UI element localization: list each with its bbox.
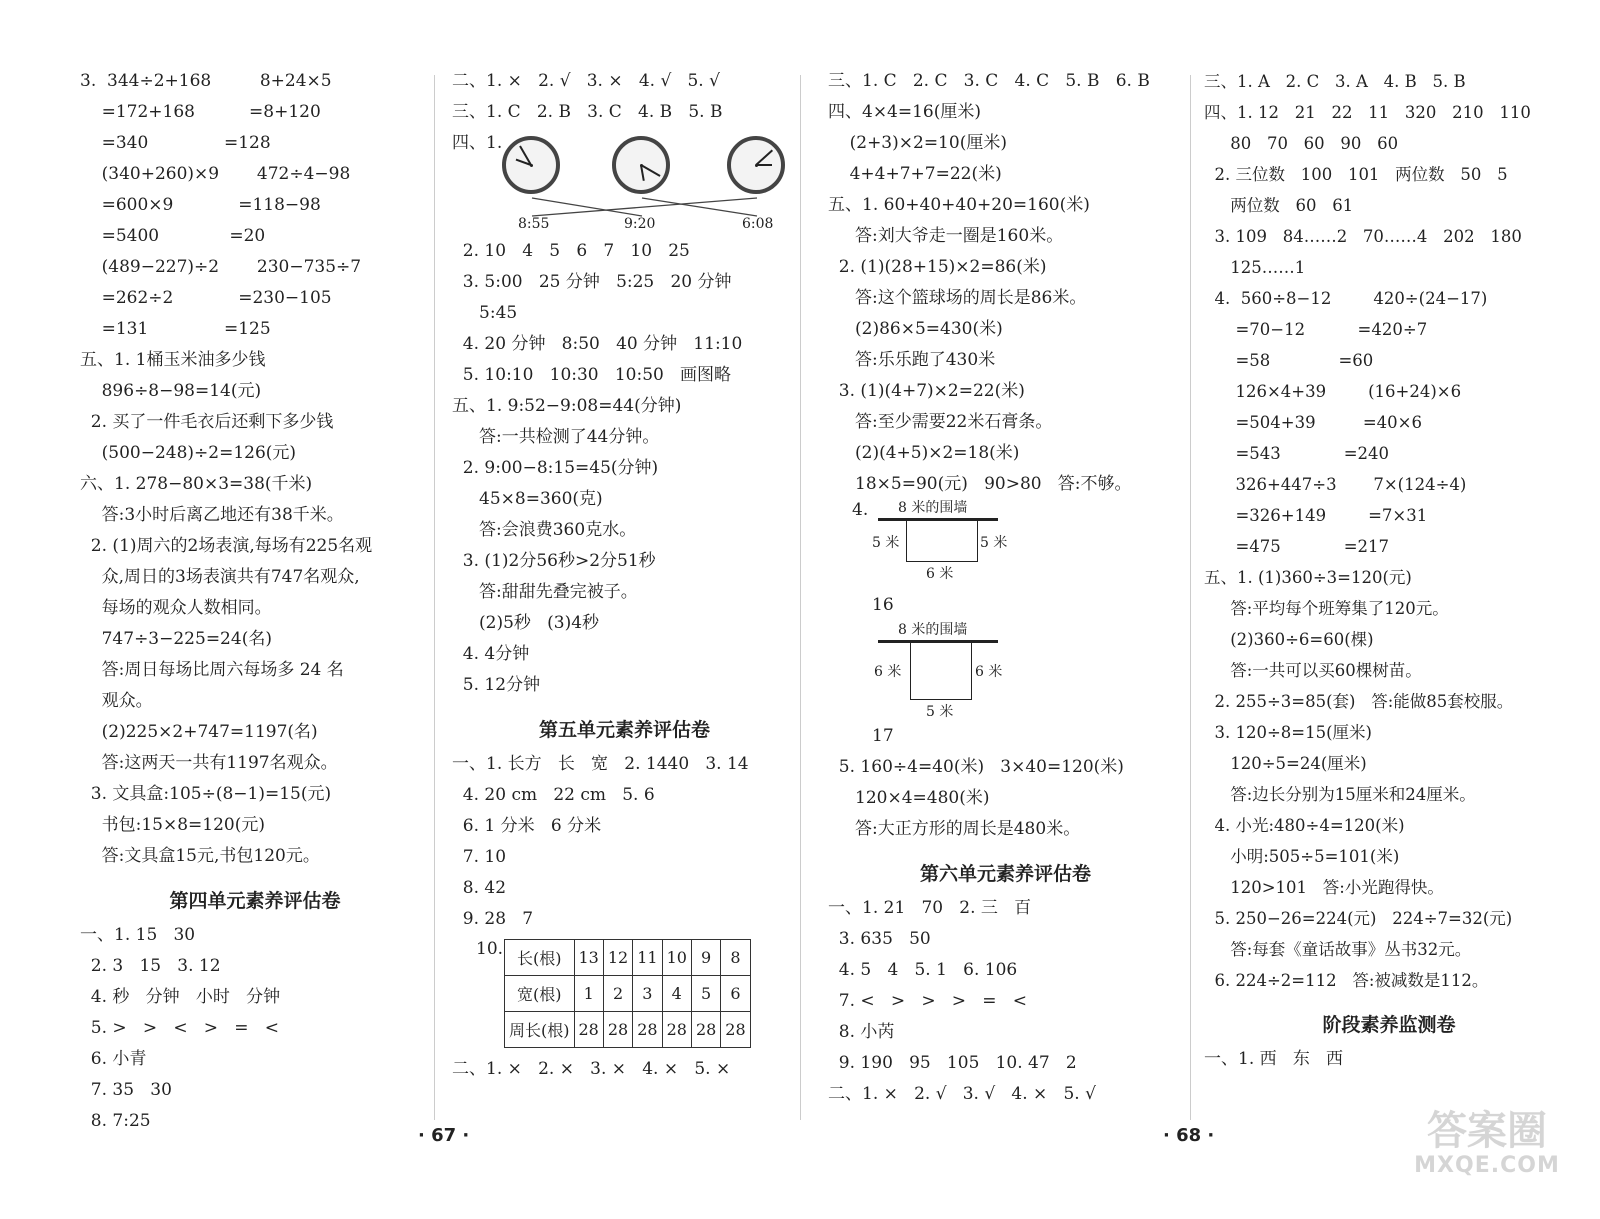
answer-line: 896÷8−98=14(元): [80, 381, 262, 401]
answer-line: 326+447÷3 7×(124÷4): [1204, 475, 1467, 494]
question-label: 10.: [476, 939, 504, 959]
answer-line: 观众。: [80, 691, 153, 711]
answer-line: 747÷3−225=24(名): [80, 629, 272, 649]
answer-line: (2)225×2+747=1197(名): [80, 722, 318, 742]
answer-line: 三、1. C 2. B 3. C 4. B 5. B: [452, 102, 723, 122]
answer-line: 三、1. A 2. C 3. A 4. B 5. B: [1204, 72, 1466, 91]
answer-line: 两位数 60 61: [1204, 196, 1354, 215]
column-2: [452, 66, 797, 1085]
answer-line: 3. 文具盒:105÷(8−1)=15(元): [80, 784, 332, 804]
answer-line: =326+149 =7×31: [1204, 506, 1428, 525]
answer-line: 5. 160÷4=40(米) 3×40=120(米): [828, 757, 1124, 777]
question-label: 4.: [852, 500, 869, 520]
wall-label: 8 米的围墙: [898, 500, 968, 516]
answer-line: 16: [872, 595, 894, 615]
table-cell: 28: [721, 1012, 750, 1048]
answer-line: =543 =240: [1204, 444, 1390, 463]
answer-line: 4. 560÷8−12 420÷(24−17): [1204, 289, 1488, 308]
answer-line: 3. 5:00 25 分钟 5:25 20 分钟: [452, 272, 732, 292]
table-cell: 28: [691, 1012, 720, 1048]
watermark-logo: [1402, 1109, 1572, 1189]
answer-line: 答:会浪费360克水。: [452, 520, 637, 540]
table-cell: 10: [662, 940, 691, 976]
wall-label: 8 米的围墙: [898, 622, 968, 638]
answer-line: 5. > > < > = <: [80, 1018, 279, 1038]
answer-line: 答:这个篮球场的周长是86米。: [828, 288, 1087, 308]
side-label: 6 米: [975, 664, 1003, 680]
answer-line: 二、1. × 2. × 3. × 4. × 5. ×: [452, 1059, 731, 1079]
answer-line: 五、1. 1桶玉米油多少钱: [80, 350, 266, 370]
table-cell: 28: [603, 1012, 632, 1048]
answer-line: (2)5秒 (3)4秒: [452, 613, 600, 633]
answer-line: =262÷2 =230−105: [80, 288, 332, 308]
table-cell: 宽(根): [505, 976, 575, 1012]
answer-line: 答:3小时后离乙地还有38千米。: [80, 505, 344, 525]
answer-line: =340 =128: [80, 133, 271, 153]
answer-line: (2)(4+5)×2=18(米): [828, 443, 1020, 463]
clock-matching: [452, 128, 797, 236]
table-cell: 5: [691, 976, 720, 1012]
answer-line: 4. 4分钟: [452, 644, 530, 664]
answer-line: 2. 三位数 100 101 两位数 50 5: [1204, 165, 1508, 184]
answer-line: 126×4+39 (16+24)×6: [1204, 382, 1462, 401]
side-label: 6 米: [926, 566, 954, 582]
answer-line: 120×4=480(米): [828, 788, 990, 808]
column-divider: [434, 75, 435, 1120]
answer-line: 4. 秒 分钟 小时 分钟: [80, 987, 281, 1007]
watermark-url: MXQE.COM: [1414, 1153, 1560, 1178]
section-title: 第五单元素养评估卷: [538, 719, 710, 741]
answer-list: [828, 893, 1183, 1110]
answer-line: 2. (1)周六的2场表演,每场有225名观: [80, 536, 373, 556]
answer-line: (2+3)×2=10(厘米): [828, 133, 1007, 153]
page-number: · 67 ·: [418, 1125, 470, 1146]
page-number: · 68 ·: [1163, 1125, 1215, 1146]
answer-line: 答:大正方形的周长是480米。: [828, 819, 1081, 839]
answer-line: 答:这两天一共有1197名观众。: [80, 753, 338, 773]
column-divider: [800, 75, 801, 1120]
answer-line: 答:平均每个班筹集了120元。: [1204, 599, 1449, 618]
perimeter-table-block: [452, 939, 797, 1048]
answer-list: [80, 66, 430, 872]
answer-list: [452, 749, 797, 935]
answer-line: 答:一共可以买60棵树苗。: [1204, 661, 1422, 680]
answer-line: 5. 10:10 10:30 10:50 画图略: [452, 365, 732, 385]
column-divider: [1190, 75, 1191, 1120]
answer-line: 4+4+7+7=22(米): [828, 164, 1002, 184]
answer-line: 答:每套《童话故事》丛书32元。: [1204, 940, 1472, 959]
column-1: [80, 66, 430, 1137]
answer-line: 8. 42: [452, 878, 507, 898]
answer-line: 2. 9:00−8:15=45(分钟): [452, 458, 659, 478]
answer-line: 答:甜甜先叠完被子。: [452, 582, 638, 602]
table-cell: 4: [662, 976, 691, 1012]
answer-line: 5. 250−26=224(元) 224÷7=32(元): [1204, 909, 1513, 928]
answer-line: (340+260)×9 472÷4−98: [80, 164, 351, 184]
table-cell: 13: [574, 940, 603, 976]
answer-line: 17: [872, 726, 894, 746]
answer-line: 五、1. (1)360÷3=120(元): [1204, 568, 1412, 587]
answer-line: 3. 120÷8=15(厘米): [1204, 723, 1372, 742]
answer-line: 三、1. C 2. C 3. C 4. C 5. B 6. B: [828, 71, 1150, 91]
table-row: [505, 940, 751, 976]
answer-line: 小明:505÷5=101(米): [1204, 847, 1400, 866]
answer-line: 3. 109 84……2 70……4 202 180: [1204, 227, 1522, 246]
table-cell: 28: [633, 1012, 662, 1048]
fence-figure: [828, 621, 1183, 721]
answer-line: 2. 买了一件毛衣后还剩下多少钱: [80, 412, 334, 432]
table-cell: 9: [691, 940, 720, 976]
answer-line: =504+39 =40×6: [1204, 413, 1422, 432]
table-row: [505, 1012, 751, 1048]
section-title: 第四单元素养评估卷: [169, 890, 341, 912]
answer-line: 8. 小芮: [828, 1022, 895, 1042]
answer-line: 答:边长分别为15厘米和24厘米。: [1204, 785, 1476, 804]
answer-line: 答:周日每场比周六每场多 24 名: [80, 660, 344, 680]
answer-line: =600×9 =118−98: [80, 195, 321, 215]
answer-line: 3. (1)(4+7)×2=22(米): [828, 381, 1025, 401]
answer-line: 答:文具盒15元,书包120元。: [80, 846, 320, 866]
answer-line: =70−12 =420÷7: [1204, 320, 1428, 339]
answer-line: 众,周日的3场表演共有747名观众,: [80, 567, 360, 587]
answer-line: =172+168 =8+120: [80, 102, 321, 122]
answer-line: 7. < > > > = <: [828, 991, 1027, 1011]
table-cell: 长(根): [505, 940, 575, 976]
answer-line: 答:刘大爷走一圈是160米。: [828, 226, 1064, 246]
answer-line: 一、1. 15 30: [80, 925, 196, 945]
answer-line: 答:一共检测了44分钟。: [452, 427, 660, 447]
answer-line: 45×8=360(克): [452, 489, 603, 509]
answer-line: 一、1. 21 70 2. 三 百: [828, 898, 1032, 918]
table-cell: 28: [662, 1012, 691, 1048]
answer-line: 5:45: [452, 303, 518, 323]
section-title: 阶段素养监测卷: [1322, 1014, 1456, 1036]
answer-list: [828, 66, 1183, 500]
fence-figure: [828, 500, 1183, 590]
answer-list: [1204, 66, 1574, 996]
answer-line: 9. 190 95 105 10. 47 2: [828, 1053, 1077, 1073]
answer-line: 120>101 答:小光跑得快。: [1204, 878, 1444, 897]
table-row: [505, 976, 751, 1012]
answer-line: 125……1: [1204, 258, 1306, 277]
table-cell: 28: [574, 1012, 603, 1048]
answer-line: (2)360÷6=60(棵): [1204, 630, 1374, 649]
table-cell: 1: [574, 976, 603, 1012]
answer-line: 6. 224÷2=112 答:被减数是112。: [1204, 971, 1489, 990]
answer-line: 7. 10: [452, 847, 507, 867]
time-label: 8:55: [518, 216, 550, 232]
answer-line: 四、4×4=16(厘米): [828, 102, 982, 122]
side-label: 5 米: [872, 535, 900, 551]
answer-line: 4. 20 分钟 8:50 40 分钟 11:10: [452, 334, 743, 354]
watermark-text: 答案圈: [1427, 1108, 1547, 1154]
answer-line: =5400 =20: [80, 226, 266, 246]
answer-line: (489−227)÷2 230−735÷7: [80, 257, 362, 277]
table-cell: 2: [603, 976, 632, 1012]
answer-line: 120÷5=24(厘米): [1204, 754, 1367, 773]
answer-line: 6. 1 分米 6 分米: [452, 816, 602, 836]
answer-line: 六、1. 278−80×3=38(千米): [80, 474, 313, 494]
answer-line: 3. 635 50: [828, 929, 931, 949]
time-label: 6:08: [742, 216, 774, 232]
answer-line: 7. 35 30: [80, 1080, 172, 1100]
answer-line: (2)86×5=430(米): [828, 319, 1003, 339]
table-cell: 6: [721, 976, 750, 1012]
answer-line: 五、1. 9:52−9:08=44(分钟): [452, 396, 682, 416]
column-3: [828, 66, 1183, 1110]
side-label: 5 米: [980, 535, 1008, 551]
answer-line: 2. (1)(28+15)×2=86(米): [828, 257, 1047, 277]
answer-line: 4. 20 cm 22 cm 5. 6: [452, 785, 655, 805]
answer-line: 2. 3 15 3. 12: [80, 956, 221, 976]
answer-line: 四、1. 12 21 22 11 320 210 110: [1204, 103, 1531, 122]
answer-list: [80, 920, 430, 1137]
answer-line: 80 70 60 90 60: [1204, 134, 1399, 153]
answer-line: 6. 小青: [80, 1049, 147, 1069]
answer-line: 4. 小光:480÷4=120(米): [1204, 816, 1405, 835]
answer-line: 二、1. × 2. √ 3. √ 4. × 5. √: [828, 1084, 1096, 1104]
perimeter-table: [504, 939, 751, 1048]
column-4: [1204, 66, 1574, 1075]
answer-line: =475 =217: [1204, 537, 1390, 556]
answer-line: 一、1. 长方 长 宽 2. 1440 3. 14: [452, 754, 749, 774]
answer-line: 五、1. 60+40+40+20=160(米): [828, 195, 1090, 215]
time-label: 9:20: [624, 216, 656, 232]
answer-line: 3. 344÷2+168 8+24×5: [80, 71, 332, 91]
answer-line: 5. 12分钟: [452, 675, 541, 695]
answer-list: [452, 236, 797, 701]
answer-line: 8. 7:25: [80, 1111, 151, 1131]
answer-line: 3. (1)2分56秒>2分51秒: [452, 551, 656, 571]
answer-line: =58 =60: [1204, 351, 1374, 370]
table-cell: 8: [721, 940, 750, 976]
answer-line: 书包:15×8=120(元): [80, 815, 265, 835]
answer-list: [828, 752, 1183, 845]
table-cell: 周长(根): [505, 1012, 575, 1048]
side-label: 6 米: [874, 664, 902, 680]
answer-line: 4. 5 4 5. 1 6. 106: [828, 960, 1018, 980]
answer-line: =131 =125: [80, 319, 271, 339]
question-label: 四、1.: [452, 133, 503, 153]
answer-line: 答:乐乐跑了430米: [828, 350, 996, 370]
table-cell: 11: [633, 940, 662, 976]
answer-line: 答:至少需要22米石膏条。: [828, 412, 1053, 432]
answer-line: 18×5=90(元) 90>80 答:不够。: [828, 474, 1132, 494]
section-title: 第六单元素养评估卷: [919, 863, 1091, 885]
answer-line: 每场的观众人数相同。: [80, 598, 272, 618]
answer-line: 二、1. × 2. √ 3. × 4. √ 5. √: [452, 71, 720, 91]
side-label: 5 米: [926, 704, 954, 720]
answer-line: 一、1. 西 东 西: [1204, 1049, 1344, 1069]
table-cell: 3: [633, 976, 662, 1012]
answer-line: 9. 28 7: [452, 909, 534, 929]
answer-line: 2. 10 4 5 6 7 10 25: [452, 241, 690, 261]
table-cell: 12: [603, 940, 632, 976]
answer-list: [452, 66, 797, 128]
answer-line: 2. 255÷3=85(套) 答:能做85套校服。: [1204, 692, 1514, 711]
answer-line: (500−248)÷2=126(元): [80, 443, 297, 463]
